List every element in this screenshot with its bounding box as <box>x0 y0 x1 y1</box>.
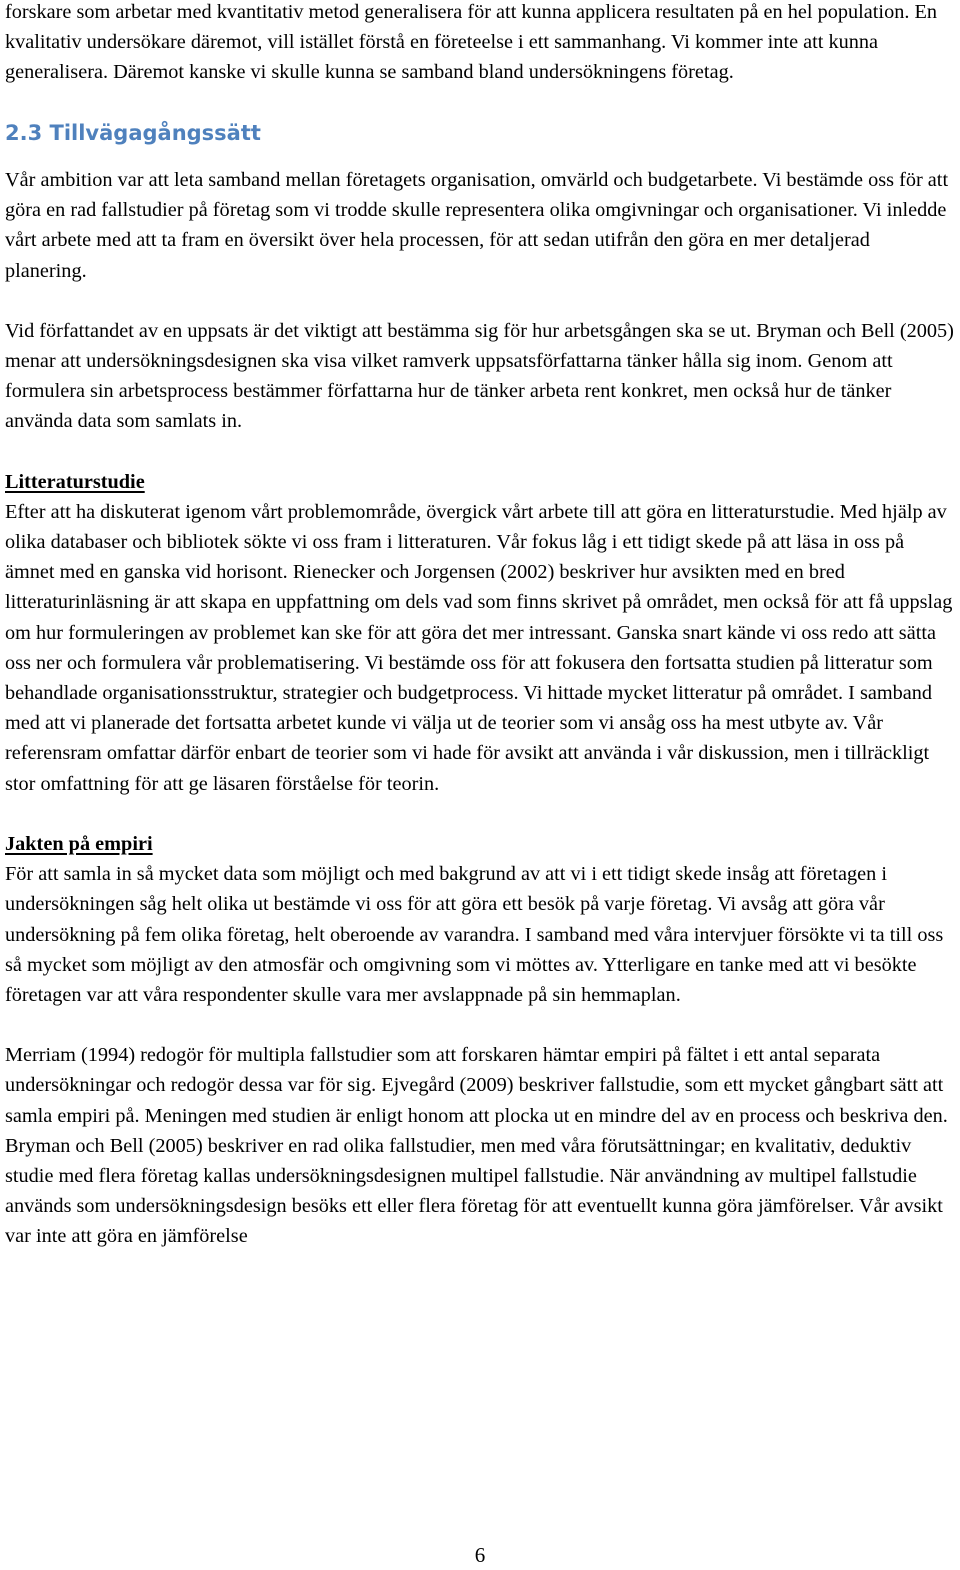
literature-paragraph: Efter att ha diskuterat igenom vårt problemområde, övergick vårt arbete till att göra en litteraturstudie. Med hjälp av olika databaser och bibliotek sökte vi oss fram i litteraturen. Vår fokus låg i ett tidigt skede på att läsa in oss på ämnet med en ganska vid horisont. Rienecker och Jorgensen (2002) beskriver hur avsikten med en bred litteraturinläsning är att skapa en uppfattning om dels vad som finns skrivet på området, men också för att få uppslag om hur formuleringen av problemet kan ske för att göra det mer intressant. Ganska snart kände vi oss redo att sätta oss ner och formulera vår problematisering. Vi bestämde oss för att fokusera den fortsatta studien på litteratur som behandlade organisationsstruktur, strategier och budgetprocess. Vi hittade mycket litteratur på området. I samband med att vi planerade det fortsatta arbetet kunde vi välja ut de teorier som vi ansåg oss ha mest utbyte av. Vår referensram omfattar därför enbart de teorier som vi hade för avsikt att använda i vår diskussion, men i tillräckligt stor omfattning för att ge läsaren förståelse för teorin. <box>5 500 953 795</box>
spacer <box>5 437 955 467</box>
document-page <box>5 0 955 1252</box>
empirics-paragraph-2: Merriam (1994) redogör för multipla fallstudier som att forskaren hämtar empiri på fältet i ett antal separata undersökningar och redogör dessa var för sig. Ejvegård (2009) beskriver fallstudie, som ett mycket gångbart sätt att samla empiri på. Meningen med studien är enligt honom att plocka ut en mindre del av en process och beskriva den. Bryman och Bell (2005) beskriver en rad olika fallstudier, men med våra förutsättningar; en kvalitativ, deduktiv studie med flera företag kallas undersökningsdesignen multipel fallstudie. När användning av multipel fallstudie används som undersökningsdesign besöks ett eller flera företag för att eventuellt kunna göra jämförelser. Vår avsikt var inte att göra en jämförelse <box>5 1044 948 1248</box>
intro-paragraph: forskare som arbetar med kvantitativ metod generalisera för att kunna applicera resultaten på en hel population. En kvalitativ undersökare däremot, vill istället förstå en företeelse i ett sammanhang. Vi kommer inte att kunna generalisera. Däremot kanske vi skulle kunna se samband bland undersökningens företag. <box>5 1 938 84</box>
empirics-paragraph-1: För att samla in så mycket data som möjligt och med bakgrund av att vi i ett tidigt skede insåg att företagen i undersökningen såg helt olika ut bestämde vi oss för att göra ett besök på varje företag. Vi avsåg att göra vår undersökning på fem olika företag, helt oberoende av varandra. I samband med våra intervjuer försökte vi ta till oss så mycket som möjligt av den atmosfär och omgivning som vi möttes av. Ytterligare en tanke med att vi besökte företagen var att våra respondenter skulle vara mer avslappnade på sin hemmaplan. <box>5 863 944 1006</box>
method-paragraph-2: Vid författandet av en uppsats är det viktigt att bestämma sig för hur arbetsgången ska se ut. Bryman och Bell (2005) menar att undersökningsdesignen ska visa vilket ramverk uppsatsförfattarna tänker hålla sig inom. Genom att formulera sin arbetsprocess bestämmer författarna hur de tänker arbeta rent konkret, men också hur de tänker använda data som samlats in. <box>5 319 954 433</box>
section-heading: 2.3 Tillvägagångssätt <box>5 120 261 145</box>
spacer <box>5 286 955 316</box>
spacer <box>5 799 955 829</box>
empirics-heading: Jakten på empiri <box>5 832 153 855</box>
method-paragraph-1: Vår ambition var att leta samband mellan företagets organisation, omvärld och budgetarbete. Vi bestämde oss för att göra en rad fallstudier på företag som vi trodde skulle representera olika omgivningar och organisationer. Vi inledde vårt arbete med att ta fram en översikt över hela processen, för att sedan utifrån den göra en mer detaljerad planering. <box>5 169 949 282</box>
spacer <box>5 1010 955 1040</box>
spacer <box>5 88 955 118</box>
literature-heading: Litteraturstudie <box>5 470 145 493</box>
page-number: 6 <box>474 1543 486 1567</box>
